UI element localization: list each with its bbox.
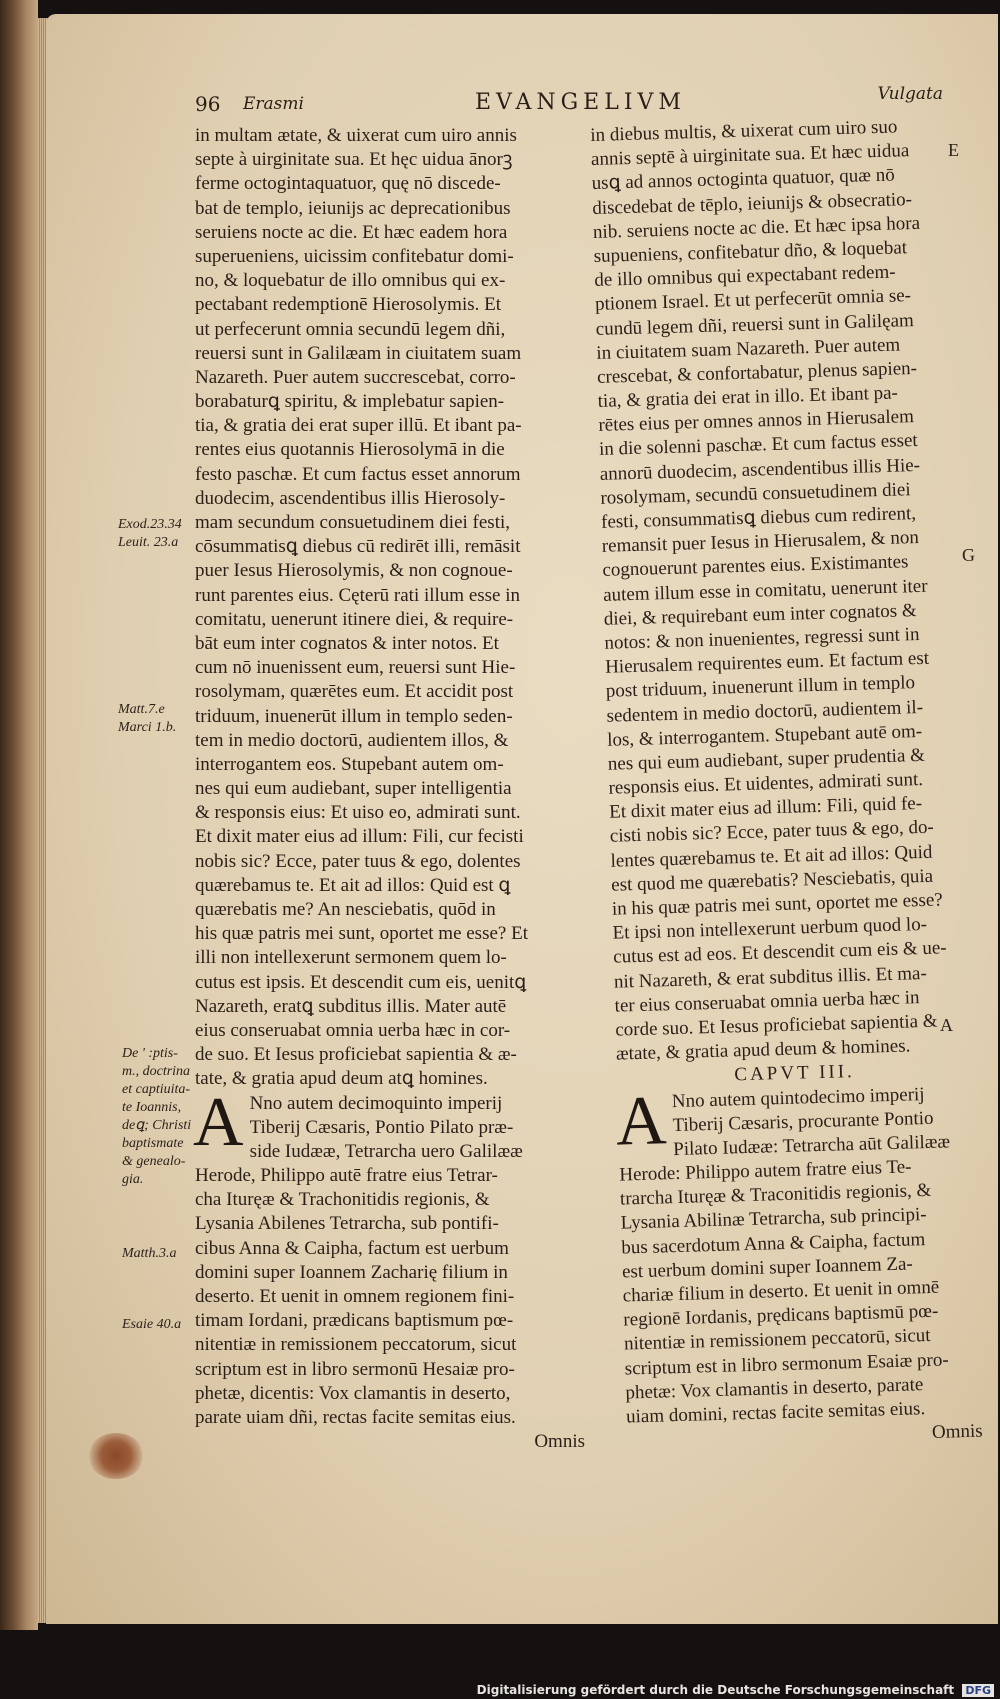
running-header — [195, 84, 943, 120]
text-line: de illo omnibus qui expectabant redem- — [594, 261, 896, 292]
text-line: notos: & non inuenientes, regressi sunt in — [604, 623, 920, 654]
text-line: Nno autem decimoquinto imperij — [249, 1092, 503, 1114]
text-line: tate, & gratia apud deum atꝗ homines. — [195, 1068, 488, 1090]
text-line: & responsis eius: Et uiso eo, admirati sunt. — [195, 802, 521, 824]
text-line: est quod me quærebatis? Nesciebatis, quia — [610, 865, 934, 896]
text-line: cibus Anna & Caipha, factum est uerbum — [195, 1237, 509, 1259]
text-line: puer Iesus Hierosolymis, & non cognoue- — [195, 560, 513, 582]
text-line: Lysania Abilenes Tetrarcha, sub pontifi- — [195, 1213, 499, 1235]
text-line: Hierusalem requirentes eum. Et factum est — [604, 647, 930, 678]
margin-note-line: & genealo- — [122, 1154, 186, 1169]
text-line: Et ipsi non intellexerunt uerbum quod lo- — [612, 914, 928, 944]
text-line: discedebat de tēplo, ieiunijs & obsecratio- — [592, 188, 913, 219]
margin-note-line: De ' :ptis- — [122, 1046, 178, 1061]
text-line: ætate, & gratia apud deum & homines. — [615, 1035, 911, 1065]
text-line: scriptum est in libro sermonum Esaiæ pro- — [624, 1349, 949, 1380]
margin-note-line: Esaie 40.a — [122, 1317, 182, 1332]
text-line: chariæ filium in deserto. Et uenit in omnē — [622, 1276, 940, 1307]
text-line: ferme octogintaquatuor, quę nō discede- — [195, 173, 501, 195]
text-line: deserto. Et uenit in omnem regionem fini- — [195, 1286, 515, 1307]
text-line: pectabant redemptionē Hierosolymis. Et — [195, 294, 502, 316]
text-line: autem illum esse in comitatu, uenerunt iter — [602, 575, 928, 606]
erasmus-column — [195, 124, 585, 1454]
text-line: responsis eius. Et uidentes, admirati sunt. — [608, 769, 924, 799]
drop-capital: A — [614, 1081, 668, 1161]
margin-note-isaiah — [122, 1316, 181, 1334]
text-line: ut perfecerunt omnia secundū legem dñi, — [195, 318, 506, 340]
text-line: cognouerunt parentes eius. Existimantes — [602, 551, 909, 582]
text-line: mam secundum consuetudinem diei festi, — [195, 512, 511, 533]
text-line: cutus est ipsis. Et descendit cum eis, uenitꝗ — [195, 971, 527, 993]
text-line: in multam ætate, & uixerat cum uiro annis — [195, 125, 517, 146]
text-line: Lysania Abilinæ Tetrarcha, sub principi- — [620, 1204, 927, 1235]
text-line: in ciuitatem suam Nazareth. Puer autem — [596, 334, 901, 364]
catchword: Omnis — [931, 1420, 983, 1444]
text-line: seruiens nocte ac die. Et hæc eadem hora — [195, 221, 508, 243]
text-line: Herode: Philippo autem fratre eius Te- — [619, 1156, 912, 1186]
text-line: Et dixit mater eius ad illum: Fili, quid fe- — [608, 793, 923, 823]
text-line: Herode, Philippo autē fratre eius Tetrar- — [195, 1165, 498, 1187]
edge-letter-g: G — [962, 545, 975, 565]
edge-letter-e: E — [948, 140, 959, 160]
text-line: quærebatis me? An nesciebatis, quōd in — [195, 899, 496, 920]
text-line: ptionem Israel. Et ut perfecerūt omnia se- — [594, 285, 912, 316]
text-line: rentes eius quotannis Hierosolymā in die — [195, 439, 505, 461]
text-line: comitatu, uenerunt itinere diei, & require- — [195, 608, 514, 630]
text-line: runt parentes eius. Cęterū rati illum esse in — [195, 584, 521, 606]
text-line: borabaturꝗ spiritu, & implebatur sapien- — [195, 391, 505, 413]
text-line: usꝗ ad annos octoginta quatuor, quæ nō — [591, 164, 895, 195]
text-line: Tiberij Cæsaris, Pontio Pilato præ- — [249, 1116, 514, 1138]
text-line: bus sacerdotum Anna & Caipha, factum — [621, 1228, 926, 1259]
text-line: septe à uirginitate sua. Et hęc uidua ānorꝫ — [195, 149, 513, 171]
digitization-footer — [477, 1683, 994, 1697]
text-line: interrogantem eos. Stupebant autem om- — [195, 753, 504, 775]
margin-note-line: gia. — [122, 1172, 144, 1187]
margin-note-line: Leuit. 23.a — [118, 535, 179, 550]
margin-note-exodus — [118, 516, 182, 552]
margin-note-matthew-mark — [118, 701, 176, 737]
dfg-logo: DFG — [962, 1684, 994, 1697]
book-spine — [0, 0, 38, 1630]
text-line: nes qui eum audiebant, super prudentia & — [607, 744, 926, 775]
text-line: cha Ituręæ & Trachonitidis regionis, & — [195, 1189, 490, 1211]
margin-note-line: Marci 1.b. — [118, 720, 177, 735]
margin-note-line: m., doctrina — [122, 1064, 191, 1079]
text-line: superueniens, uicissim confitebatur domi- — [195, 245, 514, 267]
running-author: Erasmi — [243, 94, 304, 114]
text-line: crescebat, & confortabatur, plenus sapien- — [596, 357, 918, 388]
text-line: Nazareth, eratꝗ subditus illis. Mater autē — [195, 995, 507, 1017]
margin-note-line: Exod.23.34 — [118, 517, 182, 532]
text-line: los, & interrogantem. Stupebant autē om- — [606, 720, 923, 751]
text-line: quærebamus te. Et ait ad illos: Quid est ꝗ — [195, 874, 511, 896]
edge-letter-a: A — [940, 1015, 953, 1035]
text-line: festo paschæ. Et cum factus esset annorum — [195, 463, 521, 485]
text-line: in his quæ patris mei sunt, oportet me esse? — [611, 889, 943, 920]
footer-text: Digitalisierung gefördert durch die Deutsche Forschungsgemeinschaft — [476, 1683, 955, 1697]
text-line: rosolymam, quærētes eum. Et accidit post — [195, 681, 514, 703]
margin-note-line: Matth.3.a — [122, 1246, 177, 1261]
text-line: cundū legem dñi, reuersi sunt in Galilęam — [595, 309, 915, 340]
text-line: Nazareth. Puer autem succrescebat, corro- — [195, 366, 516, 388]
text-line: lentes quærebamus te. Et ait ad illos: Quid — [610, 841, 933, 872]
text-line: triduum, inuenerūt illum in templo seden- — [195, 705, 513, 727]
text-line: post triduum, inuenerunt illum in templo — [605, 672, 916, 703]
vulgate-label: Vulgata — [877, 84, 943, 104]
text-line: bat de templo, ieiunijs ac deprecationibus — [195, 197, 511, 219]
ink-stain — [88, 1433, 144, 1479]
text-line: scriptum est in libro sermonū Hesaiæ pro- — [195, 1358, 515, 1380]
margin-note-line: et captiuita- — [122, 1082, 191, 1097]
text-line: cōsummatisꝗ diebus cū redirēt illi, remāsit — [195, 536, 521, 558]
text-line: timam Iordani, prædicans baptismum pœ- — [195, 1310, 514, 1332]
vulgate-column — [590, 114, 983, 1454]
text-line: remansit puer Iesus in Hierusalem, & non — [601, 527, 920, 558]
text-line: Et dixit mater eius ad illum: Fili, cur fecisti — [195, 826, 524, 848]
text-line: his quæ patris mei sunt, oportet me esse? Et — [195, 923, 528, 945]
text-line: tia, & gratia dei erat in illo. Et ibant pa- — [597, 382, 899, 412]
text-line: cum nō inuenissent eum, reuersi sunt Hie- — [195, 657, 516, 679]
text-line: nes qui eum audiebant, super intelligentia — [195, 778, 512, 800]
margin-note-line: deꝗ; Christi — [122, 1118, 192, 1133]
text-line: tia, & gratia dei erat super illū. Et ibant pa- — [195, 415, 522, 437]
text-line: reuersi sunt in Galilæam in ciuitatem suam — [195, 342, 522, 364]
text-line: festi, consummatisꝗ diebus cum redirent, — [600, 503, 917, 533]
text-line: parate uiam dñi, rectas facite semitas eius. — [195, 1406, 516, 1428]
margin-note-line: Matt.7.e — [118, 702, 165, 717]
text-line: cisti nobis sic? Ecce, pater tuus & ego, do- — [609, 817, 935, 848]
text-line: ter eius conseruabat omnia uerba hæc in — [614, 986, 920, 1017]
text-line: diei, & requirebant eum inter cognatos & — [603, 599, 917, 630]
text-line: bāt eum inter cognatos & inter notos. Et — [195, 632, 499, 654]
text-line: rosolymam, secundū consuetudinem diei — [600, 479, 911, 509]
text-line: supueniens, confitebatur dño, & loquebat — [593, 237, 908, 267]
text-line: cutus est ad eos. Et descendit cum eis & ue- — [612, 937, 947, 969]
text-line: domini super Ioannem Zacharię filium in — [195, 1261, 508, 1283]
text-line: nitentiæ in remissionem peccatorum, sicut — [195, 1334, 517, 1356]
margin-note-chapter-summary — [122, 1045, 191, 1189]
text-line: rētes eius per omnes annos in Hierusalem — [598, 406, 915, 437]
text-line: tem in medio doctorū, audientem illos, & — [195, 729, 509, 751]
text-line: uiam domini, rectas facite semitas eius. — [625, 1398, 926, 1428]
margin-note-matthew — [122, 1245, 176, 1263]
text-line: est uerbum domini super Ioannem Za- — [621, 1253, 913, 1283]
text-line: annis septē à uirginitate sua. Et hæc uidua — [590, 140, 910, 171]
text-line: Pilato Iudææ: Tetrarcha aūt Galilææ — [672, 1131, 951, 1160]
text-line: corde suo. Et Iesus proficiebat sapientia & — [615, 1010, 938, 1041]
text-line: de suo. Et Iesus proficiebat sapientia & æ- — [195, 1044, 517, 1066]
text-line: side Iudææ, Tetrarcha uero Galilææ — [249, 1140, 523, 1162]
text-line: Nno autem quintodecimo imperij — [671, 1083, 925, 1112]
catchword: Omnis — [534, 1431, 585, 1453]
text-line: nobis sic? Ecce, pater tuus & ego, dolentes — [195, 850, 521, 872]
text-line: regionē Iordanis, prędicans baptismū pœ- — [623, 1300, 939, 1331]
text-line: phetæ, dicentis: Vox clamantis in deserto, — [195, 1382, 511, 1404]
text-line: eius conseruabat omnia uerba hæc in cor- — [195, 1019, 511, 1041]
text-line: illi non intellexerunt sermonem quem lo- — [195, 947, 507, 969]
text-line: nitentiæ in remissionem peccatorū, sicut — [623, 1325, 931, 1355]
text-line: no, & loquebatur de illo omnibus qui ex- — [195, 270, 506, 292]
text-line: nit Nazareth, & erat subditus illis. Et ma- — [613, 962, 928, 993]
text-line: sedentem in medio doctorū, audientem il- — [606, 696, 924, 727]
running-title: EVANGELIVM — [475, 90, 686, 115]
margin-note-line: baptismate — [122, 1136, 184, 1151]
drop-capital: A — [193, 1083, 244, 1161]
margin-note-line: te Ioannis, — [122, 1100, 182, 1115]
chapter-heading: CAPVT III. — [734, 1061, 856, 1086]
text-line: duodecim, ascendentibus illis Hierosoly- — [195, 487, 506, 509]
text-line: Tiberij Cæsaris, procurante Pontio — [672, 1107, 934, 1136]
text-line: trarcha Ituręæ & Traconitidis regionis, & — [619, 1180, 932, 1210]
text-line: in die solenni paschæ. Et cum factus esset — [598, 430, 918, 461]
text-line: nib. seruiens nocte ac die. Et hæc ipsa hora — [592, 212, 921, 243]
text-line: in diebus multis, & uixerat cum uiro suo — [590, 116, 898, 146]
text-line: phetæ: Vox clamantis in deserto, parate — [625, 1373, 924, 1404]
text-line: annorū duodecim, ascendentibus illis Hie- — [599, 454, 921, 485]
page-number: 96 — [195, 92, 221, 116]
